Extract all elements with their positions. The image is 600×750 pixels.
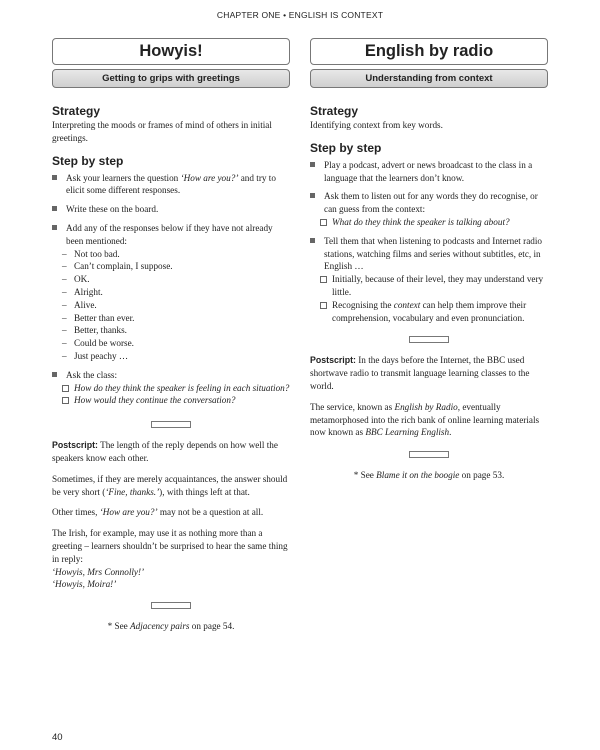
response-item: – Better than ever. bbox=[62, 312, 135, 323]
bullet-square-icon bbox=[52, 206, 57, 211]
response-item: – Not too bad. bbox=[62, 248, 120, 259]
checkbox-icon bbox=[320, 276, 327, 283]
checkbox-icon bbox=[320, 219, 327, 226]
step-item: Write these on the board. bbox=[52, 203, 290, 216]
step-item: Ask your learners the question ‘How are you?’ and try to elicit some different responses. bbox=[52, 172, 290, 198]
activity-title: Howyis! bbox=[52, 38, 290, 65]
postscript: Postscript: In the days before the Internet, the BBC used shortwave radio to transmit language learning classes to the world. bbox=[310, 355, 530, 391]
step-item: Ask them to listen out for any words they do recognise, or can guess from the context: bbox=[310, 190, 548, 216]
left-column bbox=[52, 38, 290, 633]
checkbox-icon bbox=[62, 385, 69, 392]
steps-heading: Step by step bbox=[310, 140, 382, 155]
bullet-square-icon bbox=[310, 162, 315, 167]
sub-item: Initially, because of their level, they may understand very little. bbox=[310, 273, 548, 299]
response-item: – Alright. bbox=[62, 286, 103, 297]
activity-subtitle: Understanding from context bbox=[310, 69, 548, 88]
postscript: Postscript: The length of the reply depends on how well the speakers know each other. bbox=[52, 440, 278, 463]
step-item: Ask the class: bbox=[52, 369, 290, 382]
section-divider bbox=[151, 602, 191, 609]
strategy-heading: Strategy bbox=[52, 104, 101, 118]
activity-title: English by radio bbox=[310, 38, 548, 65]
bullet-square-icon bbox=[310, 193, 315, 198]
response-item: – OK. bbox=[62, 274, 90, 285]
bullet-square-icon bbox=[52, 372, 57, 377]
postscript-paragraph: The Irish, for example, may use it as nothing more than a greeting – learners shouldn’t be surprised to hear the same thing in reply: bbox=[52, 528, 288, 564]
strategy-text: Interpreting the moods or frames of mind of others in initial greetings. bbox=[52, 120, 272, 143]
response-item: – Could be worse. bbox=[62, 338, 134, 349]
cross-reference: * See Adjacency pairs on page 54. bbox=[107, 621, 235, 632]
responses-list bbox=[52, 248, 290, 363]
response-item: – Just peachy … bbox=[62, 350, 129, 361]
postscript-paragraph: The service, known as English by Radio, eventually metamorphosed into the rich bank of online learning materials now known as BBC Learning English. bbox=[310, 401, 540, 438]
response-item: – Better, thanks. bbox=[62, 325, 127, 336]
step-item: Add any of the responses below if they have not already been mentioned: bbox=[52, 222, 290, 248]
question-item: What do they think the speaker is talking about? bbox=[310, 216, 548, 229]
checkbox-icon bbox=[62, 397, 69, 404]
step-item: Play a podcast, advert or news broadcast to the class in a language that the learners don’t know. bbox=[310, 159, 548, 185]
cross-reference: * See Blame it on the boogie on page 53. bbox=[353, 470, 505, 481]
right-column bbox=[310, 38, 548, 482]
postscript-paragraph: Sometimes, if they are merely acquaintances, the answer should be very short (‘Fine, thanks.’), with things left at that. bbox=[52, 473, 288, 497]
bullet-square-icon bbox=[310, 238, 315, 243]
page-number: 40 bbox=[52, 732, 63, 743]
response-item: – Alive. bbox=[62, 299, 97, 310]
question-item: How do they think the speaker is feeling in each situation? bbox=[52, 382, 290, 395]
sub-item: Recognising the context can help them improve their comprehension, vocabulary and even pronunciation. bbox=[310, 299, 548, 325]
postscript-paragraph: Other times, ‘How are you?’ may not be a question at all. bbox=[52, 507, 264, 518]
section-divider bbox=[409, 451, 449, 458]
bullet-square-icon bbox=[52, 225, 57, 230]
question-item: How would they continue the conversation? bbox=[52, 394, 290, 407]
checkbox-icon bbox=[320, 302, 327, 309]
strategy-heading: Strategy bbox=[310, 104, 359, 118]
bullet-square-icon bbox=[52, 175, 57, 180]
running-head: CHAPTER ONE • ENGLISH IS CONTEXT bbox=[216, 10, 384, 20]
step-item: Tell them that when listening to podcasts and Internet radio stations, watching films and series without subtitles, etc, in English … bbox=[310, 235, 548, 273]
section-divider bbox=[151, 421, 191, 428]
quote-line: ‘Howyis, Mrs Connolly!’ bbox=[52, 566, 145, 577]
section-divider bbox=[409, 336, 449, 343]
response-item: – Can’t complain, I suppose. bbox=[62, 261, 173, 272]
strategy-text: Identifying context from key words. bbox=[310, 120, 443, 130]
steps-heading: Step by step bbox=[52, 153, 124, 168]
activity-subtitle: Getting to grips with greetings bbox=[52, 69, 290, 88]
quote-line: ‘Howyis, Moira!’ bbox=[52, 579, 117, 590]
